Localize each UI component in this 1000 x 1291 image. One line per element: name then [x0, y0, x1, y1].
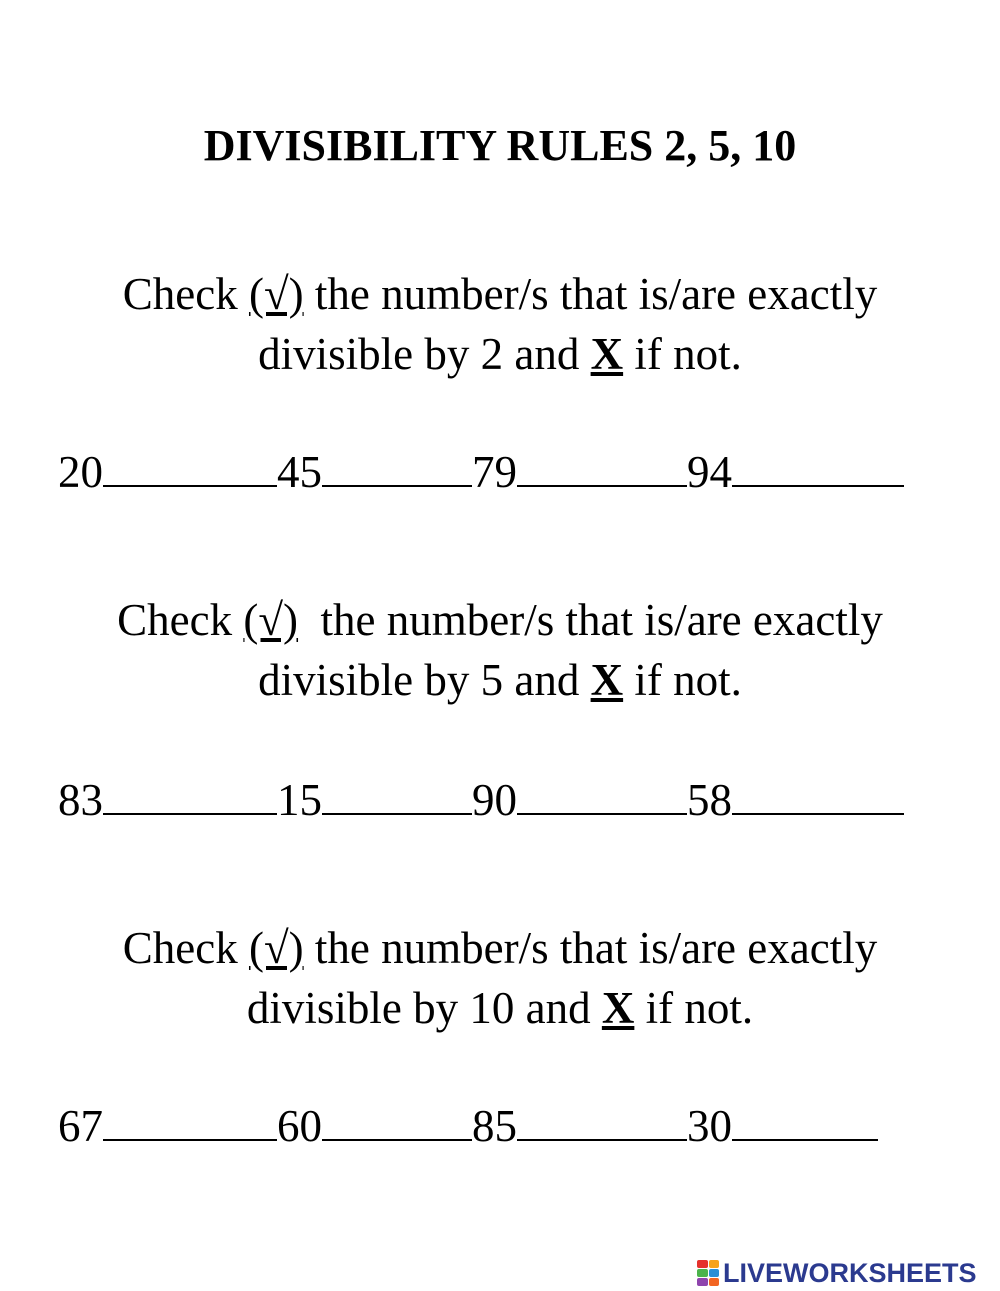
instruction-line-1: Check (√) the number/s that is/are exactly: [122, 269, 878, 319]
answer-blank[interactable]: [732, 1099, 878, 1141]
answer-blank[interactable]: [322, 445, 472, 487]
number-label: 15: [277, 775, 322, 825]
check-mark-symbol: (√): [248, 269, 304, 319]
number-label: 79: [472, 447, 517, 497]
logo-block: [697, 1260, 708, 1268]
logo-block: [709, 1260, 720, 1268]
number-label: 94: [687, 447, 732, 497]
answer-blank[interactable]: [322, 1099, 472, 1141]
number-label: 85: [472, 1101, 517, 1151]
number-label: 30: [687, 1101, 732, 1151]
instruction-line-1: Check (√) the number/s that is/are exactly: [117, 595, 883, 645]
x-mark-symbol: X: [601, 983, 635, 1033]
logo-block: [697, 1278, 708, 1286]
logo-block: [709, 1269, 720, 1277]
answer-blank[interactable]: [322, 773, 472, 815]
instruction-divisible-by-10: [0, 918, 1000, 1038]
instruction-line-2: divisible by 2 and X if not.: [258, 329, 742, 379]
answer-blank[interactable]: [517, 773, 687, 815]
number-label: 45: [277, 447, 322, 497]
liveworksheets-logo-text: LIVEWORKSHEETS: [723, 1258, 977, 1288]
number-label: 83: [58, 775, 103, 825]
answer-blank[interactable]: [732, 445, 904, 487]
number-row-divisible-by-2: [58, 444, 904, 500]
liveworksheets-logo: [697, 1258, 977, 1288]
number-label: 67: [58, 1101, 103, 1151]
check-mark-symbol: (√): [243, 595, 299, 645]
instruction-line-2: divisible by 10 and X if not.: [246, 983, 754, 1033]
number-label: 58: [687, 775, 732, 825]
answer-blank[interactable]: [103, 445, 277, 487]
check-mark-symbol: (√): [248, 923, 304, 973]
logo-block: [697, 1269, 708, 1277]
number-label: 60: [277, 1101, 322, 1151]
number-label: 90: [472, 775, 517, 825]
answer-blank[interactable]: [517, 445, 687, 487]
x-mark-symbol: X: [590, 329, 624, 379]
number-row-divisible-by-5: [58, 772, 904, 828]
instruction-line-2: divisible by 5 and X if not.: [258, 655, 742, 705]
instruction-line-1: Check (√) the number/s that is/are exactly: [122, 923, 878, 973]
answer-blank[interactable]: [517, 1099, 687, 1141]
answer-blank[interactable]: [103, 773, 277, 815]
answer-blank[interactable]: [732, 773, 904, 815]
liveworksheets-logo-icon: [697, 1260, 719, 1286]
logo-block: [709, 1278, 720, 1286]
instruction-divisible-by-5: [0, 590, 1000, 710]
worksheet-title: DIVISIBILITY RULES 2, 5, 10: [203, 121, 797, 170]
x-mark-symbol: X: [590, 655, 624, 705]
answer-blank[interactable]: [103, 1099, 277, 1141]
number-row-divisible-by-10: [58, 1098, 878, 1154]
number-label: 20: [58, 447, 103, 497]
instruction-divisible-by-2: [0, 264, 1000, 384]
